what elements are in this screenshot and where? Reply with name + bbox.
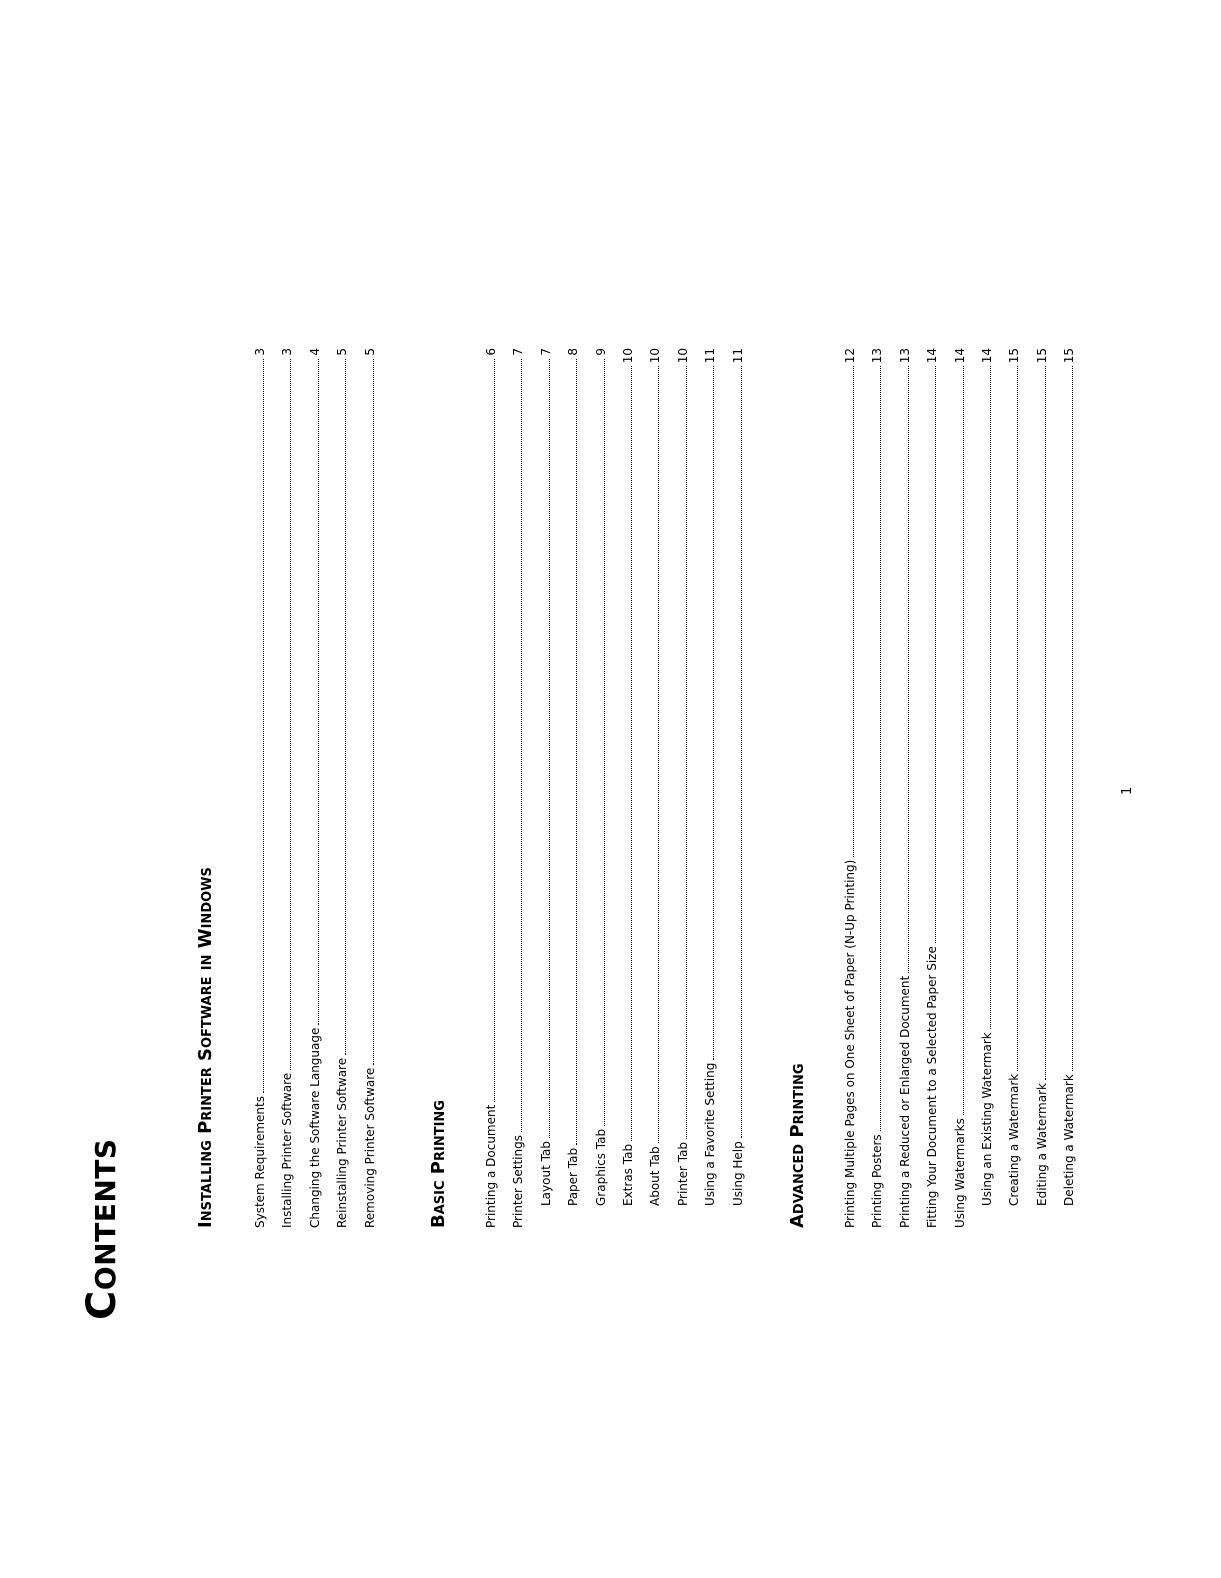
toc-entry-label: Installing Printer Software — [280, 1072, 295, 1228]
toc-entry-page-number: 7 — [538, 348, 553, 356]
dot-leader — [1045, 366, 1046, 1080]
section-heading: Advanced Printing — [787, 1063, 808, 1228]
toc-entry-label: Printer Tab — [675, 1141, 690, 1206]
toc-entry-page-number: 13 — [870, 348, 885, 364]
toc-entry[interactable] — [332, 348, 352, 1228]
toc-entry-label: Printing a Document — [484, 1104, 498, 1228]
page-title: Contents — [79, 1138, 125, 1320]
toc-section-advanced-printing — [787, 348, 1077, 1229]
dot-leader — [935, 366, 936, 943]
toc-entry-label: Editing a Watermark — [1034, 1083, 1049, 1206]
toc-entry-page-number: 3 — [280, 348, 295, 356]
dot-leader — [290, 359, 291, 1070]
toc-section-installing — [195, 348, 377, 1228]
toc-entry-label: Paper Tab — [566, 1147, 581, 1206]
dot-leader — [345, 359, 346, 1055]
toc-entry[interactable] — [591, 348, 611, 1206]
toc-entry-label: Using Help — [730, 1141, 745, 1206]
toc-entry-label: Changing the Software Language — [307, 1027, 322, 1228]
dot-leader — [263, 359, 264, 1093]
dot-leader — [318, 359, 319, 1025]
toc-entry-label: Using Watermarks — [952, 1118, 967, 1228]
toc-entry[interactable] — [1032, 348, 1052, 1206]
toc-entry-label: Printing a Reduced or Enlarged Document — [897, 975, 912, 1228]
toc-entry-label: Fitting Your Document to a Selected Paper Size — [925, 946, 940, 1228]
dot-leader — [549, 359, 550, 1138]
toc-entry[interactable] — [922, 348, 942, 1228]
dot-leader — [908, 366, 909, 972]
toc-entry[interactable] — [360, 348, 380, 1228]
toc-entry[interactable] — [950, 348, 970, 1228]
toc-entry-page-number: 14 — [980, 348, 994, 364]
toc-entry-page-number: 12 — [843, 348, 857, 364]
toc-entry-page-number: 10 — [621, 348, 635, 364]
dot-leader — [1017, 366, 1018, 1071]
dot-leader — [713, 366, 714, 1059]
toc-entry-label: System Requirements — [253, 1096, 267, 1228]
dot-leader — [853, 366, 854, 856]
toc-entry-page-number: 10 — [675, 348, 690, 364]
toc-entry-label: About Tab — [648, 1146, 663, 1206]
toc-entry[interactable] — [481, 348, 501, 1228]
toc-entry[interactable] — [250, 348, 270, 1228]
dot-leader — [373, 359, 374, 1065]
dot-leader — [604, 359, 605, 1126]
toc-entry[interactable] — [305, 348, 325, 1228]
toc-entry-page-number: 8 — [566, 348, 581, 356]
dot-leader — [686, 366, 687, 1139]
toc-entry[interactable] — [536, 348, 556, 1206]
toc-entry-label: Printing Posters — [870, 1134, 885, 1228]
toc-entry-page-number: 14 — [952, 348, 967, 364]
toc-entry-page-number: 15 — [1062, 348, 1077, 364]
toc-entry-page-number: 15 — [1007, 348, 1022, 364]
toc-entry-label: Deleting a Watermark — [1062, 1074, 1077, 1206]
toc-entry[interactable] — [645, 348, 665, 1206]
toc-entry-label: Creating a Watermark — [1007, 1073, 1022, 1206]
dot-leader — [658, 366, 659, 1143]
toc-entry[interactable] — [728, 348, 748, 1206]
toc-entry-page-number: 5 — [362, 348, 377, 356]
toc-entry[interactable] — [563, 348, 583, 1206]
toc-entry-label: Reinstalling Printer Software — [335, 1057, 350, 1228]
toc-entry-page-number: 6 — [484, 348, 498, 356]
toc-entry-label: Extras Tab — [621, 1143, 635, 1206]
toc-entry-page-number: 13 — [897, 348, 912, 364]
toc-entry-page-number: 3 — [253, 348, 267, 356]
toc-entry[interactable] — [977, 348, 997, 1206]
toc-entry-label: Graphics Tab — [593, 1128, 608, 1206]
toc-entry-label: Using an Existing Watermark — [980, 1032, 994, 1206]
toc-entry-page-number: 15 — [1034, 348, 1049, 364]
toc-entry-label: Printing Multiple Pages on One Sheet of Paper (N-Up Printing) — [843, 859, 857, 1228]
toc-entry-page-number: 4 — [307, 348, 322, 356]
toc-entry[interactable] — [895, 348, 915, 1228]
toc-entry-page-number: 11 — [730, 348, 745, 364]
toc-entry[interactable] — [673, 348, 693, 1206]
section-heading: Basic Printing — [428, 1100, 449, 1228]
toc-entry-label: Layout Tab — [538, 1141, 553, 1206]
toc-entry[interactable] — [840, 348, 860, 1228]
dot-leader — [1072, 366, 1073, 1071]
dot-leader — [521, 359, 522, 1132]
dot-leader — [880, 366, 881, 1131]
dot-leader — [576, 359, 577, 1145]
dot-leader — [494, 359, 495, 1102]
toc-entry[interactable] — [618, 348, 638, 1206]
dot-leader — [990, 366, 991, 1029]
section-heading: Installing Printer Software in Windows — [195, 867, 216, 1228]
toc-entry-label: Printer Settings — [511, 1135, 526, 1228]
toc-entry-page-number: 10 — [648, 348, 663, 364]
dot-leader — [963, 366, 964, 1115]
dot-leader — [741, 366, 742, 1138]
toc-entry-page-number: 11 — [703, 348, 718, 364]
toc-entry-page-number: 14 — [925, 348, 940, 364]
toc-entry-label: Using a Favorite Setting — [703, 1062, 718, 1206]
toc-entry-label: Removing Printer Software — [362, 1067, 377, 1228]
toc-entry[interactable] — [508, 348, 528, 1228]
toc-entry[interactable] — [700, 348, 720, 1206]
dot-leader — [631, 366, 632, 1141]
toc-entry-page-number: 9 — [593, 348, 608, 356]
toc-entry-page-number: 7 — [511, 348, 526, 356]
toc-entry[interactable] — [277, 348, 297, 1228]
toc-entry[interactable] — [867, 348, 887, 1228]
toc-entry-page-number: 5 — [335, 348, 350, 356]
page-number: 1 — [1120, 786, 1135, 795]
toc-entry[interactable] — [1059, 348, 1079, 1206]
toc-entry[interactable] — [1004, 348, 1024, 1206]
toc-section-basic-printing — [428, 348, 745, 1228]
